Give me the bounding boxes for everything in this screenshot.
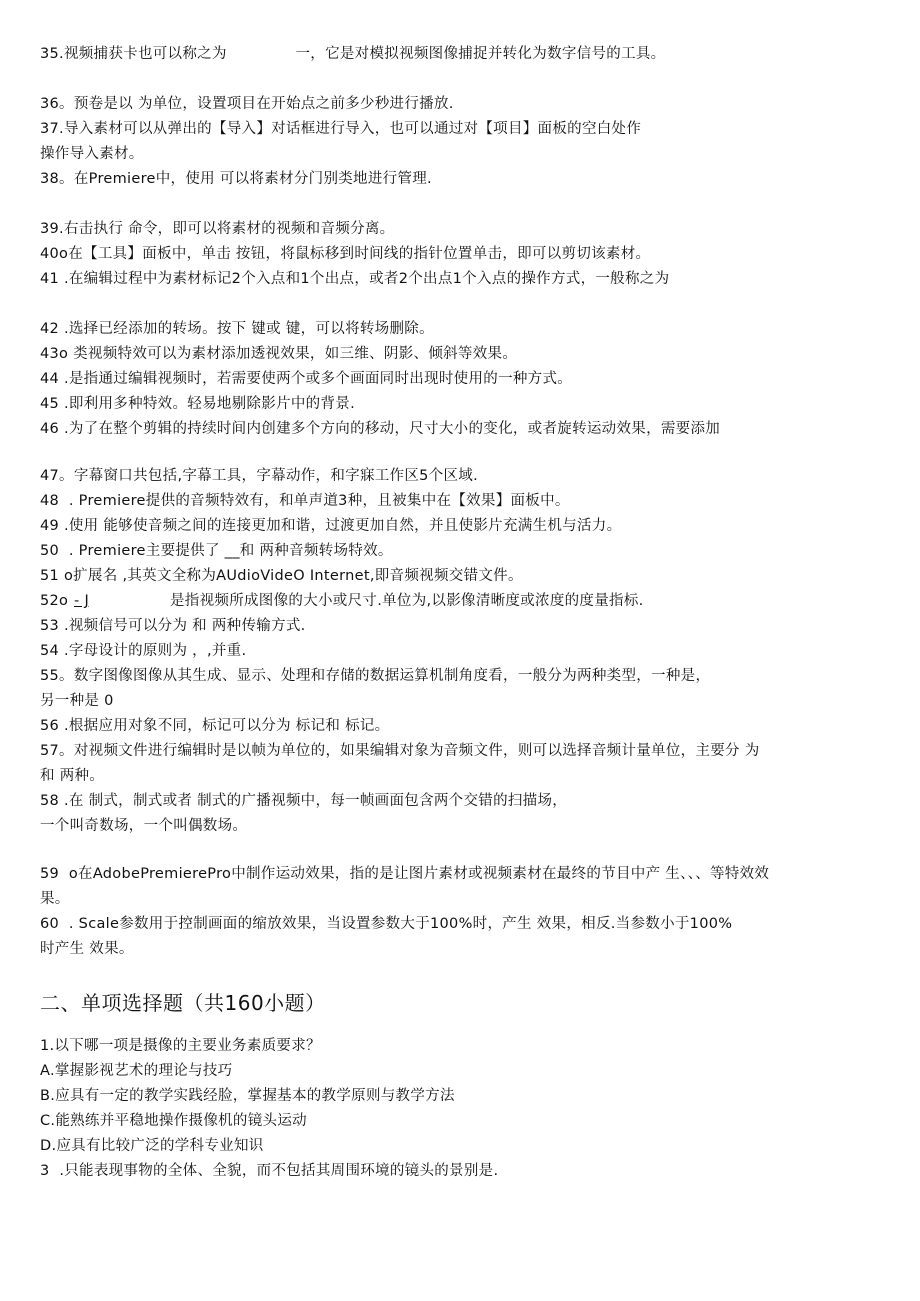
question-37-cont: 操作导入素材。	[40, 146, 144, 162]
question-40: 40o在【工具】面板中，单击 按钮，将鼠标移到时间线的指针位置单击，即可以剪切该素材。	[40, 246, 651, 262]
choice-option-b: B.应具有一定的教学实践经脸，掌握基本的教学原则与教学方法	[40, 1088, 455, 1104]
question-60-cont: 时产生 效果。	[40, 941, 134, 957]
question-46: 46 .为了在整个剪辑的持续时间内创建多个方向的移动，尺寸大小的变化，或者旋转运动效果，需要添加	[40, 421, 721, 437]
section-title: 二、单项选择题（共160小题）	[40, 991, 326, 1015]
question-57-cont: 和 两种。	[40, 768, 105, 784]
question-41: 41 .在编辑过程中为素材标记2个入点和1个出点，或者2个出点1个入点的操作方式，一般称之为	[40, 271, 670, 287]
question-49: 49 .使用 能够使音频之间的连接更加和谐，过渡更加自然，并且使影片充满生机与活力。	[40, 518, 622, 534]
question-44: 44 .是指通过编辑视频时，若需要使两个或多个画面同时出现时使用的一种方式。	[40, 371, 573, 387]
question-42: 42 .选择已经添加的转场。按下 键或 键，可以将转场删除。	[40, 321, 434, 337]
choice-option-c: C.能熟练并平稳地操作摄像机的镜头运动	[40, 1113, 307, 1129]
choice-option-d: D.应具有比较广泛的学科专业知识	[40, 1138, 264, 1154]
question-59: 59 o在AdobePremierePro中制作运动效果，指的是让图片素材或视频素材在最终的节目中产 生、、、等特效效	[40, 866, 770, 882]
question-52-number: 52o	[40, 593, 69, 609]
question-52: 是指视频所成图像的大小或尺寸.单位为,以影像清晰度或浓度的度量指标.	[170, 593, 644, 609]
question-55-cont: 另一种是 0	[40, 693, 114, 709]
question-58-cont: 一个叫奇数场，一个叫偶数场。	[40, 818, 248, 834]
question-54: 54 .字母设计的原则为 ，,并重.	[40, 643, 247, 659]
question-50: 50 . Premiere主要提供了 __和 两种音频转场特效。	[40, 543, 393, 559]
question-60: 60 . Scale参数用于控制画面的缩放效果，当设置参数大于100%时，产生 效果，相反.当参数小于100%	[40, 916, 733, 932]
question-47: 47。字幕窗口共包括,字幕工具，字幕动作，和字寐工作区5个区域.	[40, 468, 478, 484]
question-35: 35.视频捕获卡也可以称之为 一，它是对模拟视频图像捕捉并转化为数字信号的工具。	[40, 46, 666, 62]
question-48: 48 . Premiere提供的音频特效有，和单声道3种，且被集中在【效果】面板中。	[40, 493, 570, 509]
question-36: 36。预卷是以 为单位，设置项目在开始点之前多少秒进行播放.	[40, 96, 454, 112]
question-38: 38。在Premiere中，使用 可以将素材分门别类地进行管理.	[40, 171, 432, 187]
question-52-blank: - J	[74, 593, 90, 609]
question-37: 37.导入素材可以从弹出的【导入】对话框进行导入，也可以通过对【项目】面板的空白处作	[40, 121, 642, 137]
choice-question-3: 3 .只能表现事物的全体、全貌，而不包括其周围环境的镜头的景别是.	[40, 1163, 499, 1179]
question-58: 58 .在 制式，制式或者 制式的广播视频中，每一帧画面包含两个交错的扫描场，	[40, 793, 568, 809]
question-39: 39.右击执行 命令，即可以将素材的视频和音频分离。	[40, 221, 395, 237]
question-57: 57。对视频文件进行编辑时是以帧为单位的，如果编辑对象为音频文件，则可以选择音频计量单位，主要分 为	[40, 743, 760, 759]
question-45: 45 .即利用多种特效。轻易地剔除影片中的背景.	[40, 396, 355, 412]
question-55: 55。数字图像图像从其生成、显示、处理和存储的数据运算机制角度看，一般分为两种类型，一种是，	[40, 668, 711, 684]
choice-option-a: A.掌握影视艺术的理论与技巧	[40, 1063, 233, 1079]
question-56: 56 .根据应用对象不同，标记可以分为 标记和 标记。	[40, 718, 390, 734]
question-51: 51 o扩展名 ,其英文全称为AUdioVideO Internet,即音频视频交错文件。	[40, 568, 523, 584]
question-43: 43o 类视频特效可以为素材添加透视效果，如三维、阴影、倾斜等效果。	[40, 346, 518, 362]
question-53: 53 .视频信号可以分为 和 两种传输方式.	[40, 618, 306, 634]
choice-question-1: 1.以下哪一项是摄像的主要业务素质要求？	[40, 1038, 321, 1054]
question-59-cont: 果。	[40, 891, 70, 907]
